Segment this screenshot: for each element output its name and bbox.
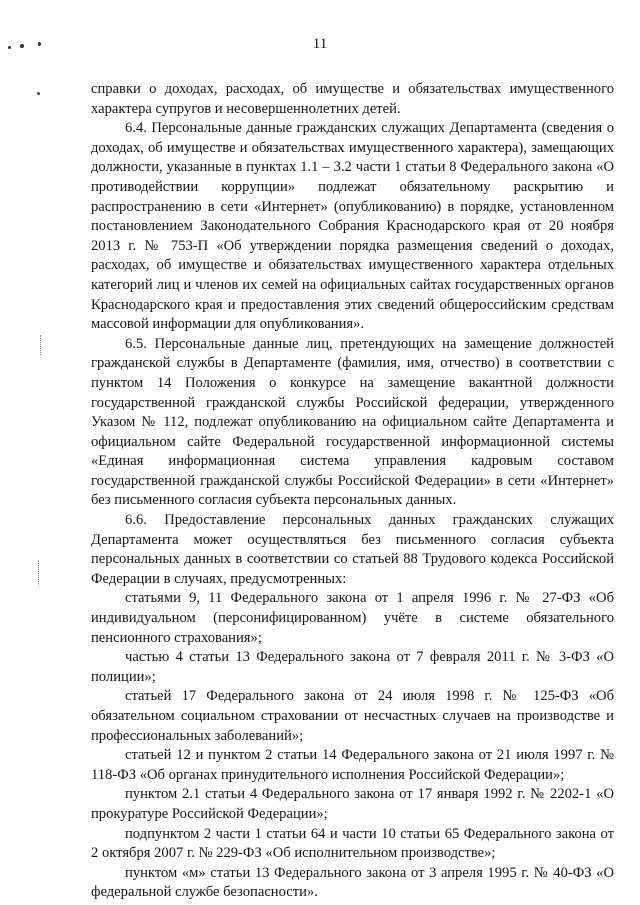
list-item: статьями 9, 11 Федерального закона от 1 апреля 1996 г. № 27-ФЗ «Об индивидуальном (персонифицированном) учёте в системе обязательного пенсионного страхования»; xyxy=(91,590,614,646)
scan-artifact-mark xyxy=(37,92,40,95)
page-number: 11 xyxy=(312,36,328,52)
paragraph-6-6: 6.6. Предоставление персональных данных гражданских служащих Департамента может осуществляться без письменного согласия субъекта персональных данных в соответствии со статьей 88 Трудового кодекса Российской Федерации в случаях, предусмотренных: xyxy=(91,512,614,587)
list-item: статьей 12 и пунктом 2 статьи 14 Федерального закона от 21 июля 1997 г. № 118-ФЗ «Об органах принудительного исполнения Российской Федерации»; xyxy=(91,747,614,783)
list-item: пунктом «м» статьи 13 Федерального закона от 3 апреля 1995 г. № 40-ФЗ «О федеральной службе безопасности». xyxy=(91,864,614,901)
paragraph-6-4: 6.4. Персональные данные гражданских служащих Департамента (сведения о доходах, об имуществе и обязательствах имущественного характера), замещающих должности, указанные в пунктах 1.1 – 3.2 части 1 статьи 8 Федерального закона «О противодействии коррупции» подлежат обязательному раскрытию и распространению в сети «Интернет» (опубликованию) в порядке, установленном постановлением Законодательного Собрания Краснодарского края от 20 ноября 2013 г. № 753-П «Об утверждении порядка размещения сведений о доходах, расходах, об имуществе и обязательствах имущественного характера отдельных категорий лиц и членов их семей на официальных сайтах государственных органов Краснодарского края и предоставления этих сведений общероссийским средствам массовой информации для опубликования». xyxy=(91,120,614,333)
list-item: статьей 17 Федерального закона от 24 июля 1998 г. № 125-ФЗ «Об обязательном социальном страховании от несчастных случаев на производстве и профессиональных заболеваний»; xyxy=(91,688,614,744)
list-item: подпунктом 2 части 1 статьи 64 и части 10 статьи 65 Федерального закона от 2 октября 2007 г. № 229-ФЗ «Об исполнительном производстве»; xyxy=(91,825,614,862)
scan-artifact-bracket xyxy=(38,560,39,586)
document-body xyxy=(91,80,614,903)
paragraph: справки о доходах, расходах, об имуществе и обязательствах имущественного характера супругов и несовершеннолетних детей. xyxy=(91,81,614,117)
paragraph-6-5: 6.5. Персональные данные лиц, претендующих на замещение должностей гражданской службы в Департаменте (фамилия, имя, отчество) в соответствии с пунктом 14 Положения о конкурсе на замещение вакантной должности государственной гражданской службы Российской федерации, утвержденного Указом № 112, подлежат опубликованию на официальном сайте Департамента и официальном сайте Федеральной государственной информационной системы «Единая информационная система управления кадровым составом государственной гражданской службы Российской Федерации» в сети «Интернет» без письменного согласия субъекта персональных данных. xyxy=(91,335,614,509)
list-item: пунктом 2.1 статьи 4 Федерального закона от 17 января 1992 г. № 2202-1 «О прокуратуре Российской Федерации»; xyxy=(91,786,614,822)
scan-artifact-bracket xyxy=(40,335,41,355)
list-item: частью 4 статьи 13 Федерального закона от 7 февраля 2011 г. № 3-ФЗ «О полиции»; xyxy=(91,649,614,685)
